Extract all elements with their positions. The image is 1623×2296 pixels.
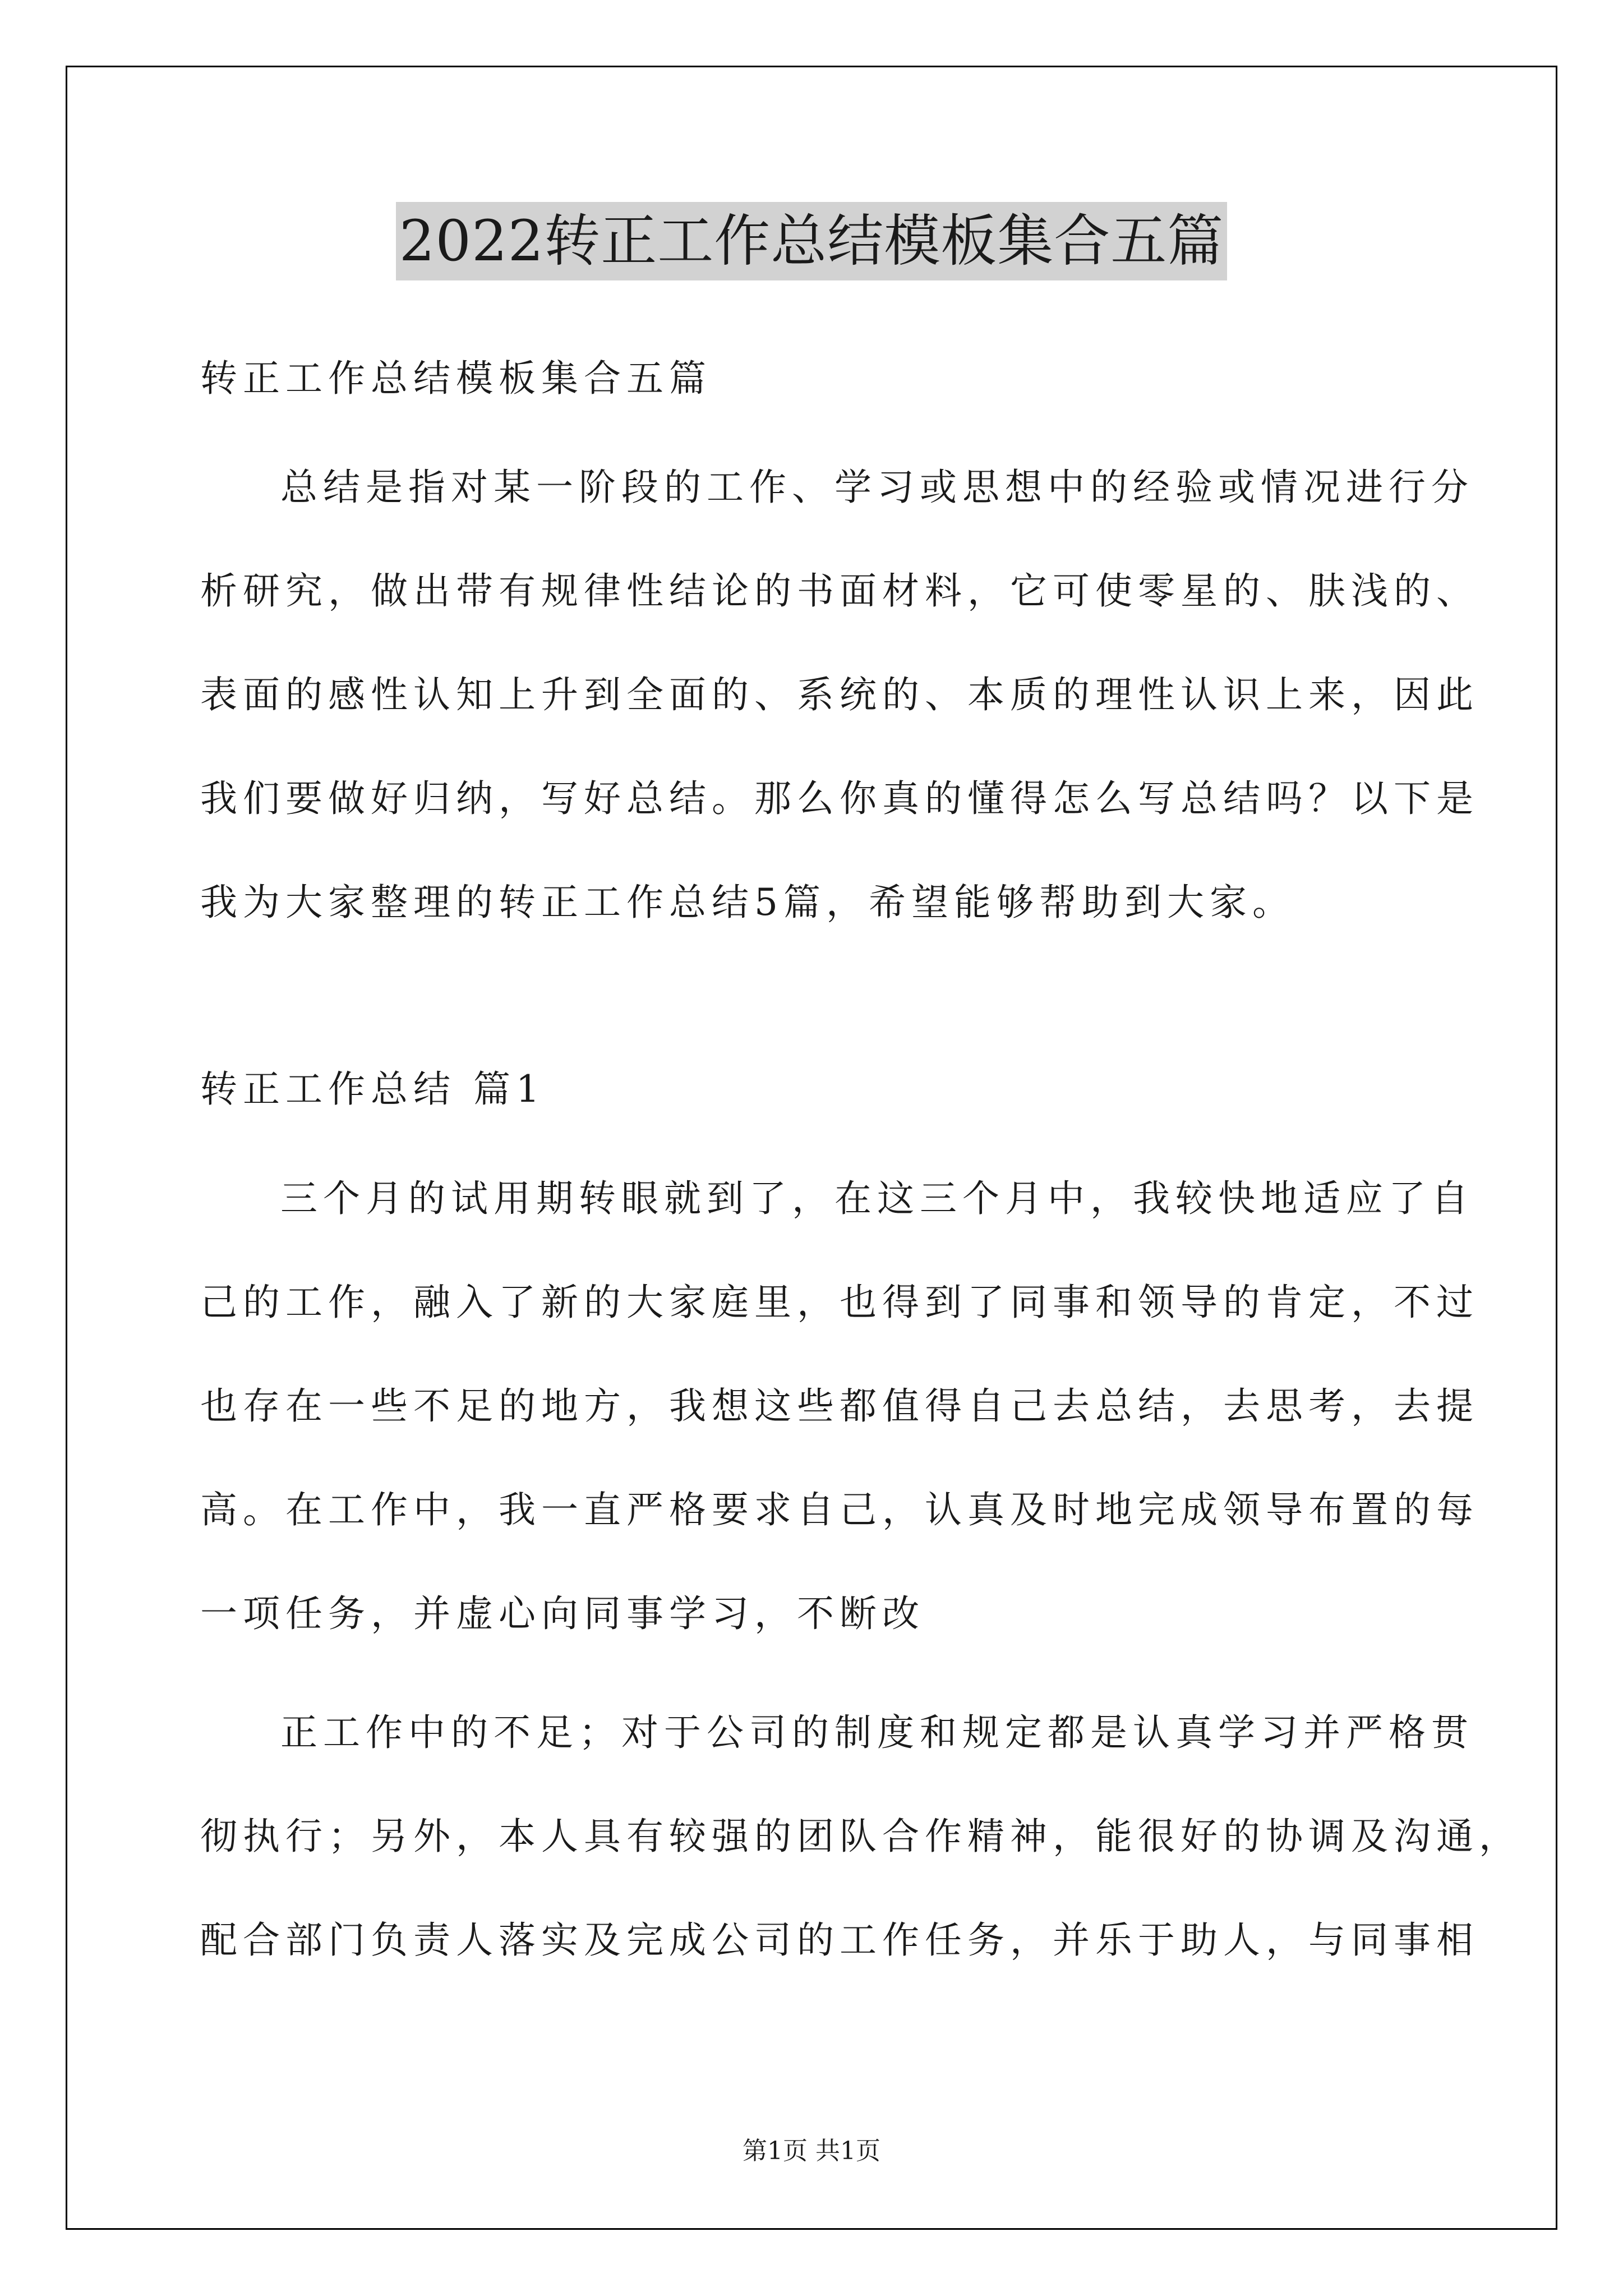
subtitle: 转正工作总结模板集合五篇 (200, 357, 712, 400)
section-1-para-2-line-1: 正工作中的不足；对于公司的制度和规定都是认真学习并严格贯 (280, 1711, 1474, 1754)
intro-line-3: 表面的感性认知上升到全面的、系统的、本质的理性认识上来，因此 (200, 673, 1479, 716)
section-1-para-1-line-4: 高。在工作中，我一直严格要求自己，认真及时地完成领导布置的每 (200, 1488, 1479, 1531)
intro-line-4: 我们要做好归纳，写好总结。那么你真的懂得怎么写总结吗？以下是 (200, 777, 1479, 820)
section-1-para-2-line-3: 配合部门负责人落实及完成公司的工作任务，并乐于助人，与同事相 (200, 1918, 1479, 1962)
section-1-para-1-line-2: 己的工作，融入了新的大家庭里，也得到了同事和领导的肯定，不过 (200, 1281, 1479, 1324)
intro-line-1: 总结是指对某一阶段的工作、学习或思想中的经验或情况进行分 (280, 466, 1474, 509)
section-1-para-1-line-5: 一项任务，并虚心向同事学习，不断改 (200, 1592, 925, 1635)
document-title-text: 2022转正工作总结模板集合五篇 (396, 202, 1228, 280)
section-1-para-1-line-3: 也存在一些不足的地方，我想这些都值得自己去总结，去思考，去提 (200, 1384, 1479, 1428)
section-1-para-2-line-2: 彻执行；另外，本人具有较强的团队合作精神，能很好的协调及沟通， (200, 1815, 1521, 1858)
intro-line-5: 我为大家整理的转正工作总结5篇，希望能够帮助到大家。 (200, 881, 1295, 924)
section-1-heading: 转正工作总结 篇1 (200, 1068, 545, 1111)
document-title (0, 202, 1623, 280)
page-number: 第1页 共1页 (743, 2137, 880, 2165)
intro-line-2: 析研究，做出带有规律性结论的书面材料，它可使零星的、肤浅的、 (200, 569, 1479, 613)
page-footer (0, 2134, 1623, 2168)
section-1-para-1-line-1: 三个月的试用期转眼就到了，在这三个月中，我较快地适应了自 (280, 1177, 1474, 1220)
